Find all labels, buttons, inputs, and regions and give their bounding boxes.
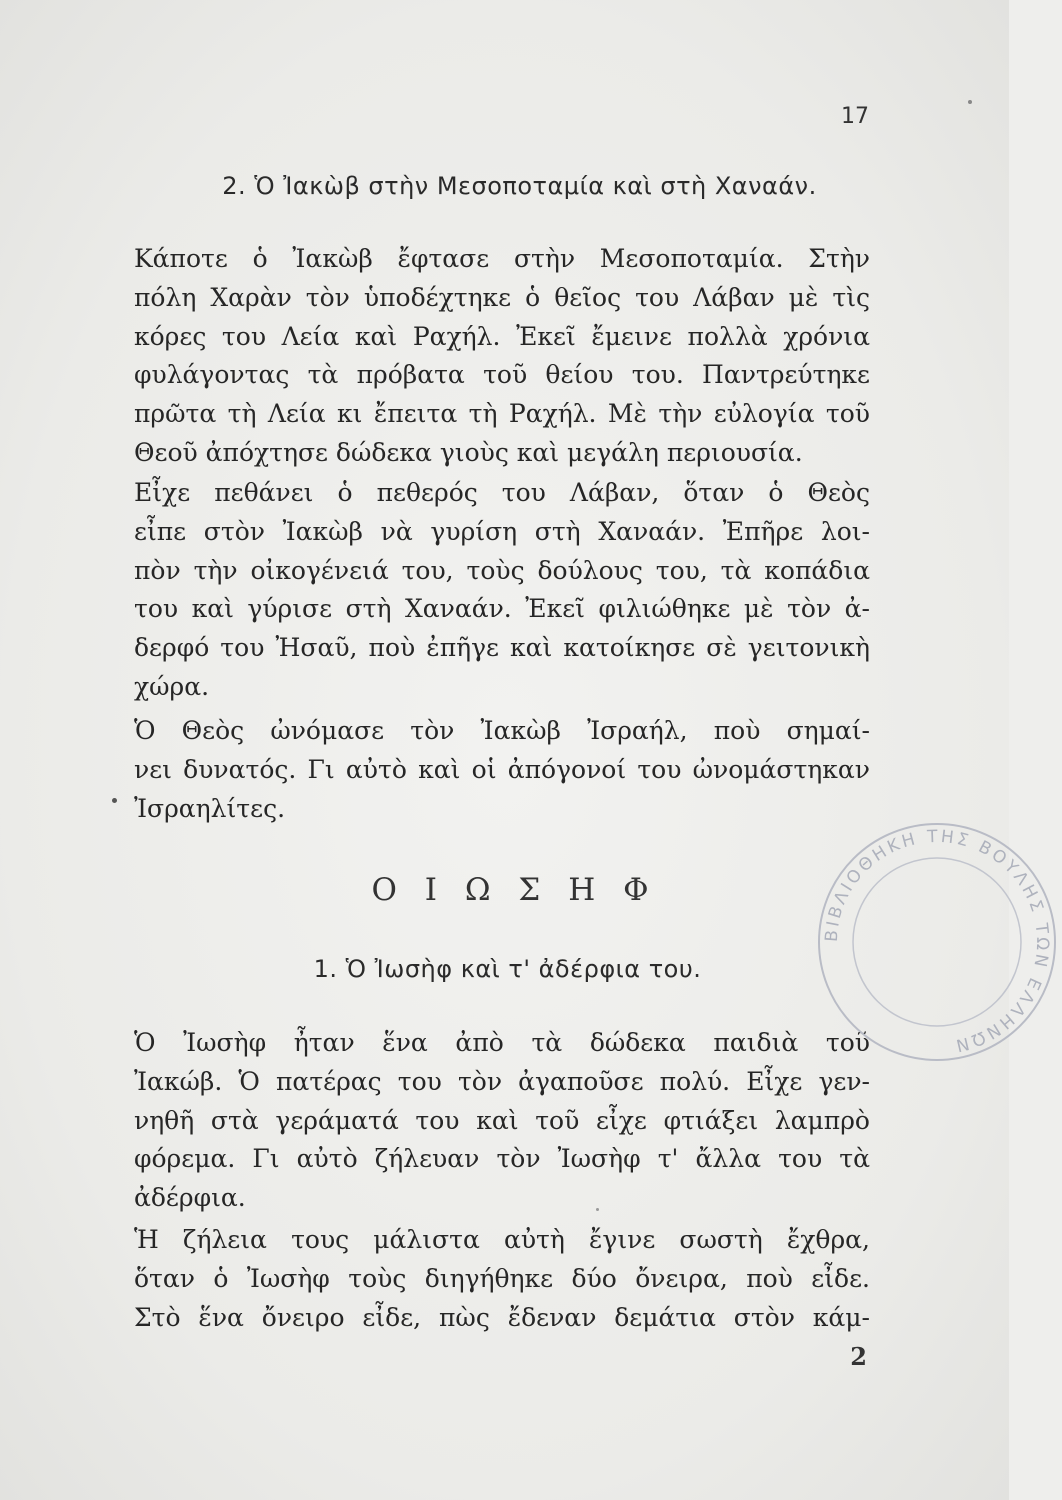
text-line: του καὶ γύρισε στὴ Χαναάν. Ἐκεῖ φιλιώθηκε μὲ τὸν ἀ- xyxy=(134,594,870,624)
text-line: κόρες του Λεία καὶ Ραχήλ. Ἐκεῖ ἔμεινε πολλὰ χρόνια xyxy=(134,321,870,351)
library-stamp xyxy=(812,812,1062,1072)
text-line: νει δυνατός. Γι αὐτὸ καὶ οἱ ἀπόγονοί του ὠνομάστηκαν xyxy=(134,754,870,784)
text-line: δερφό του Ἠσαῦ, ποὺ ἐπῆγε καὶ κατοίκησε σὲ γειτονικὴ xyxy=(134,633,870,663)
signature-mark: 2 xyxy=(850,1342,867,1371)
text-line: πρῶτα τὴ Λεία κι ἔπειτα τὴ Ραχήλ. Μὲ τὴν εὐλογία τοῦ xyxy=(134,399,870,429)
paragraph-joseph-brothers xyxy=(134,1024,870,1218)
paper-speck xyxy=(596,1208,599,1211)
text-line: Ὁ Ἰωσὴφ ἦταν ἕνα ἀπὸ τὰ δώδεκα παιδιὰ τοῦ xyxy=(134,1028,870,1057)
text-line: Θεοῦ ἀπόχτησε δώδεκα γιοὺς καὶ μεγάλη περιουσία. xyxy=(134,437,803,467)
text-line: Ὁ Θεὸς ὠνόμασε τὸν Ἰακὼβ Ἰσραήλ, ποὺ σημαί- xyxy=(134,716,870,745)
text-line: ὅταν ὁ Ἰωσὴφ τοὺς διηγήθηκε δύο ὄνειρα, ποὺ εἶδε. xyxy=(134,1263,870,1293)
text-line: φόρεμα. Γι αὐτὸ ζήλευαν τὸν Ἰωσὴφ τ' ἄλλα του τὰ xyxy=(134,1144,870,1174)
text-line: Στὸ ἕνα ὄνειρο εἶδε, πὼς ἔδεναν δεμάτια στὸν κάμ- xyxy=(134,1302,870,1332)
text-line: Εἶχε πεθάνει ὁ πεθερός του Λάβαν, ὅταν ὁ Θεὸς xyxy=(134,478,870,507)
text-line: εἶπε στὸν Ἰακὼβ νὰ γυρίση στὴ Χαναάν. Ἐπῆρε λοι- xyxy=(134,516,870,546)
text-line: πὸν τὴν οἰκογένειά του, τοὺς δούλους του, τὰ κοπάδια xyxy=(134,555,870,585)
svg-text:ΒΙΒΛΙΟΘΗΚΗ ΤΗΣ ΒΟΥΛΗΣ ΤΩΝ ΕΛΛΗ xyxy=(822,827,1052,1056)
section-heading-joseph: 1. Ὁ Ἰωσὴφ καὶ τ' ἀδέρφια του. xyxy=(313,955,702,983)
text-line: ἀδέρφια. xyxy=(134,1183,246,1213)
paper-speck xyxy=(968,100,972,104)
paper-speck xyxy=(112,798,117,803)
text-line: χώρα. xyxy=(134,671,210,701)
chapter-title: Ο Ι Ω Σ Η Φ xyxy=(371,872,658,908)
paragraph-jacob-return xyxy=(134,474,870,707)
text-line: πόλη Χαρὰν τὸν ὑποδέχτηκε ὁ θεῖος του Λάβαν μὲ τὶς xyxy=(134,282,870,312)
text-line: Ἰακώβ. Ὁ πατέρας του τὸν ἀγαποῦσε πολύ. Εἶχε γεν- xyxy=(134,1066,870,1096)
paragraph-jacob-mesopotamia xyxy=(134,240,870,473)
text-line: Ἰσραηλίτες. xyxy=(134,793,286,823)
section-heading-jacob: 2. Ὁ Ἰακὼβ στὴν Μεσοποταμία καὶ στὴ Χαναάν. xyxy=(222,172,817,200)
text-line: Κάποτε ὁ Ἰακὼβ ἔφτασε στὴν Μεσοποταμία. Στὴν xyxy=(134,244,870,273)
stamp-text: ΒΙΒΛΙΟΘΗΚΗ ΤΗΣ ΒΟΥΛΗΣ ΤΩΝ ΕΛΛΗΝΩΝ xyxy=(821,826,1053,1056)
text-line: νηθῆ στὰ γεράματά του καὶ τοῦ εἶχε φτιάξει λαμπρὸ xyxy=(134,1105,870,1135)
text-line: φυλάγοντας τὰ πρόβατα τοῦ θείου του. Παντρεύτηκε xyxy=(134,360,870,390)
paragraph-joseph-dreams xyxy=(134,1221,870,1337)
paragraph-israel-name xyxy=(134,712,870,828)
page-number: 17 xyxy=(841,104,869,129)
text-line: Ἡ ζήλεια τους μάλιστα αὐτὴ ἔγινε σωστὴ ἔχθρα, xyxy=(134,1225,870,1254)
